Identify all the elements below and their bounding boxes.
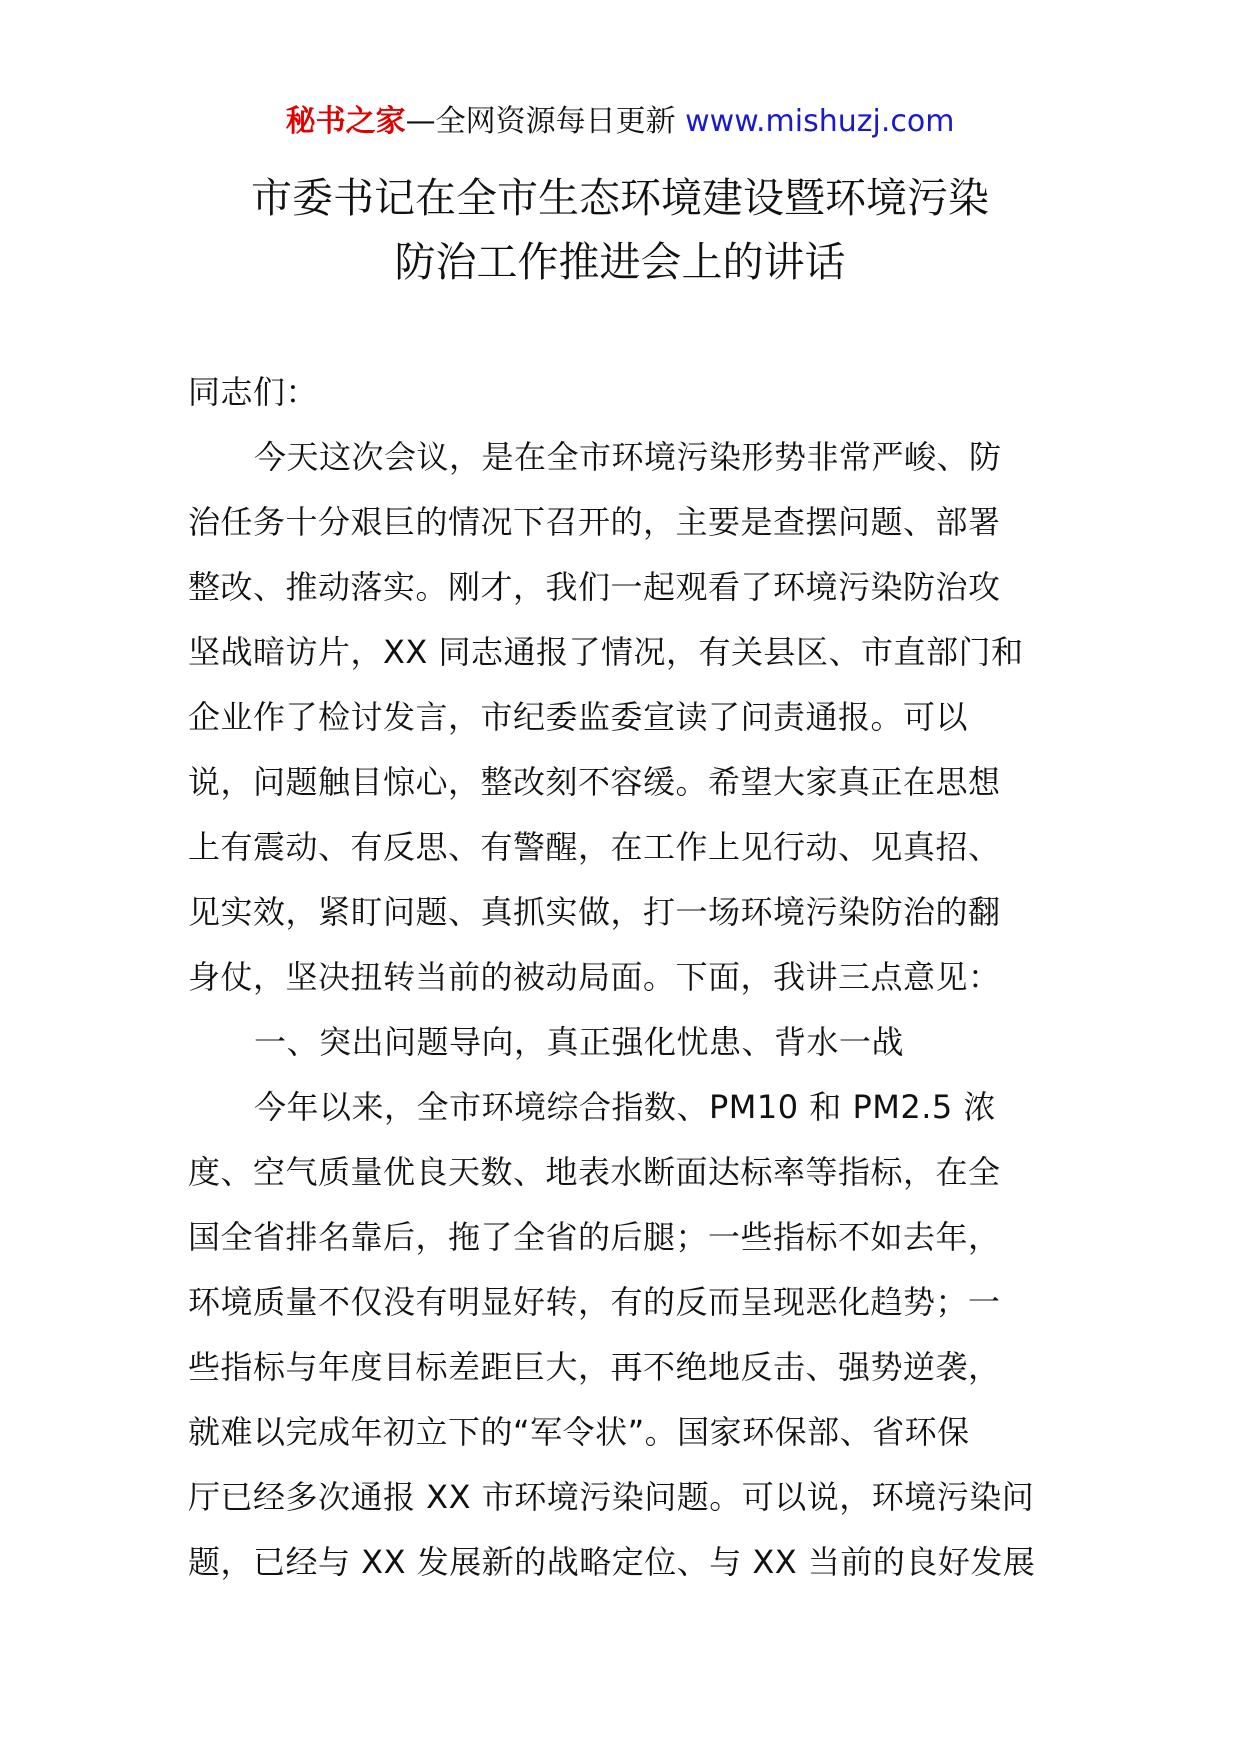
title-line-1: 市委书记在全市生态环境建设暨环境污染 xyxy=(251,174,989,222)
body-line: 国全省排名靠后，拖了全省的后腿；一些指标不如去年， xyxy=(188,1218,1001,1256)
body-line: 些指标与年度目标差距巨大，再不绝地反击、强势逆袭， xyxy=(188,1348,1001,1386)
document-body xyxy=(188,360,1056,1595)
document-title xyxy=(0,166,1240,294)
body-line: 度、空气质量优良天数、地表水断面达标率等指标，在全 xyxy=(188,1153,1001,1191)
section-heading: 一、突出问题导向，真正强化忧患、背水一战 xyxy=(254,1023,905,1061)
brand-name: 秘书之家 xyxy=(285,104,406,139)
body-line: 整改、推动落实。刚才，我们一起观看了环境污染防治攻 xyxy=(188,568,1001,606)
body-line: 坚战暗访片，XX 同志通报了情况，有关县区、市直部门和 xyxy=(188,633,1024,671)
body-line: 题，已经与 XX 发展新的战略定位、与 XX 当前的良好发展 xyxy=(188,1543,1036,1581)
body-line: 今年以来，全市环境综合指数、PM10 和 PM2.5 浓 xyxy=(254,1088,996,1126)
body-line: 上有震动、有反思、有警醒，在工作上见行动、见真招、 xyxy=(188,828,1001,866)
body-line: 治任务十分艰巨的情况下召开的，主要是查摆问题、部署 xyxy=(188,503,1001,541)
title-line-2: 防治工作推进会上的讲话 xyxy=(394,238,846,286)
body-line: 今天这次会议，是在全市环境污染形势非常严峻、防 xyxy=(254,438,1002,476)
site-url-link[interactable]: www.mishuzj.com xyxy=(685,104,955,139)
body-line: 就难以完成年初立下的“军令状”。国家环保部、省环保 xyxy=(188,1413,970,1451)
body-line: 身仗，坚决扭转当前的被动局面。下面，我讲三点意见： xyxy=(188,958,1001,996)
body-line: 厅已经多次通报 XX 市环境污染问题。可以说，环境污染问 xyxy=(188,1478,1035,1516)
site-slogan: —全网资源每日更新 xyxy=(405,104,676,139)
salutation: 同志们： xyxy=(188,373,319,411)
body-line: 环境质量不仅没有明显好转，有的反而呈现恶化趋势；一 xyxy=(188,1283,1001,1321)
body-line: 企业作了检讨发言，市纪委监委宣读了问责通报。可以 xyxy=(188,698,969,736)
body-line: 见实效，紧盯问题、真抓实做，打一场环境污染防治的翻 xyxy=(188,893,1001,931)
body-line: 说，问题触目惊心，整改刻不容缓。希望大家真正在思想 xyxy=(188,763,1001,801)
site-banner xyxy=(0,100,1240,144)
